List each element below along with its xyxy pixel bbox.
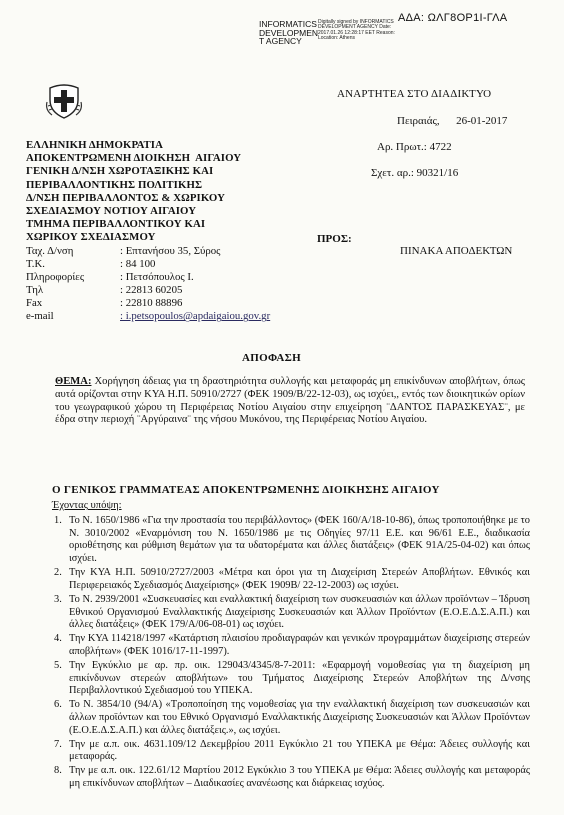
contact-row bbox=[26, 245, 270, 258]
list-item bbox=[52, 765, 530, 790]
contact-row bbox=[26, 297, 270, 310]
list-item bbox=[52, 594, 530, 632]
contact-value: : 22810 88896 bbox=[120, 297, 183, 310]
org-line: ΤΜΗΜΑ ΠΕΡΙΒΑΛΛΟΝΤΙΚΟΥ ΚΑΙ bbox=[26, 218, 206, 231]
org-line: ΕΛΛΗΝΙΚΗ ΔΗΜΟΚΡΑΤΙΑ bbox=[26, 139, 163, 151]
item-text: Το Ν. 2939/2001 «Συσκευασίες και εναλλακτική διαχείριση των συσκευασιών και άλλων προϊόντων – Ίδρυση Εθνικού Οργανισμού Εναλλακτικής Διαχείρισης Συσκευασιών και Άλλων Προϊόντων (Ε.Ο.Ε.Δ.Σ.Α.Π.) και άλλες διατάξεις» (ΦΕΚ 179/Α/06-08-01) ως ισχύει. bbox=[69, 593, 530, 631]
item-number: 2. bbox=[54, 567, 62, 579]
contact-block bbox=[26, 245, 270, 324]
list-item bbox=[52, 660, 530, 698]
item-number: 8. bbox=[54, 765, 62, 777]
contact-key: Τηλ bbox=[26, 284, 44, 297]
contact-row bbox=[26, 310, 270, 323]
item-number: 6. bbox=[54, 699, 62, 711]
recipients-value: ΠΙΝΑΚΑ ΑΠΟΔΕΚΤΩΝ bbox=[400, 245, 513, 257]
subject-label: ΘΕΜΑ: bbox=[55, 376, 92, 387]
subject-text: Χορήγηση άδειας για τη δραστηριότητα συλλογής και μεταφοράς μη επικίνδυνων αποβλήτων, όπως αυτά ορίζονται στην ΚΥΑ Η.Π. 50910/2727 (ΦΕΚ 1909/Β/22-12-03), ως ισχύει,, εντός των διοικητικών ορίων του γεωγραφικού χώρου τη Περιφέρειας Νοτίου Αιγαίου στην επιχείρηση ¨ΔΑΝΤΟΣ ΠΑΡΑΣΚΕΥΑΣ¨, με έδρα στην περιοχή ¨Αργύραινα¨ της νήσου Μυκόνου, της Περιφέρειας Νοτίου Αιγαίου. bbox=[55, 376, 525, 426]
item-number: 3. bbox=[54, 593, 62, 605]
signature-details: Digitally signed by INFORMATICS DEVELOPMENT AGENCY Date: 2017.01.26 12:28:17 EET Reason: Location: Athens bbox=[318, 19, 395, 42]
document-date: Πειραιάς, 26-01-2017 bbox=[397, 115, 508, 127]
contact-key: Πληροφορίες bbox=[26, 271, 85, 284]
org-line: ΓΕΝΙΚΗ Δ/ΝΣΗ ΧΩΡΟΤΑΞΙΚΗΣ ΚΑΙ bbox=[26, 165, 214, 178]
list-item bbox=[52, 699, 530, 737]
org-line: ΧΩΡΙΚΟΥ ΣΧΕΔΙΑΣΜΟΥ bbox=[26, 231, 156, 244]
item-text: Το Ν. 1650/1986 «Για την προστασία του περιβάλλοντος» (ΦΕΚ 160/Α/18-10-86), όπως τροποποιήθηκε με το Ν. 3010/2002 «Εναρμόνιση του Ν. 1650/1986 με τις Οδηγίες 97/11 Ε.Ε. και 96/61 Ε.Ε., διαδικασία οριοθέτησης και ρύθμιση θεμάτων για τα υδατορέματα και άλλες διατάξεις» (ΦΕΚ 91Α/25-04-02) και όπως ισχύει. bbox=[69, 515, 531, 565]
contact-row bbox=[26, 271, 270, 284]
item-text: Την Εγκύκλιο με αρ. πρ. οικ. 129043/4345/8-7-2011: «Εφαρμογή νομοθεσίας για τη διαχείριση μη επικίνδυνων στερεών αποβλήτων» του Τμήματος Διαχείρισης Στερεών Αποβλήτων της Δ/νσης Περιβαλλοντικού Σχεδιασμού του ΥΠΕΚΑ. bbox=[69, 659, 530, 697]
item-text: Την με α.π. οικ. 4631.109/12 Δεκεμβρίου 2011 Εγκύκλιο 21 του ΥΠΕΚΑ με Θέμα: Άδειες συλλογής και μεταφοράς. bbox=[69, 738, 530, 763]
contact-row bbox=[26, 258, 270, 271]
item-number: 4. bbox=[54, 633, 62, 645]
publish-notice: ΑΝΑΡΤΗΤΕΑ ΣΤΟ ΔΙΑΔΙΚΤΥΟ bbox=[337, 88, 492, 100]
org-line: Δ/ΝΣΗ ΠΕΡΙΒΑΛΛΟΝΤΟΣ & ΧΩΡΙΚΟΥ bbox=[26, 191, 226, 204]
item-number: 5. bbox=[54, 659, 62, 671]
org-line: ΣΧΕΔΙΑΣΜΟΥ ΝΟΤΙΟΥ ΑΙΓΑΙΟΥ bbox=[26, 205, 197, 218]
secretary-heading: Ο ΓΕΝΙΚΟΣ ΓΡΑΜΜΑΤΕΑΣ ΑΠΟΚΕΝΤΡΩΜΕΝΗΣ ΔΙΟΙΚΗΣΗΣ ΑΙΓΑΙΟΥ bbox=[52, 484, 440, 496]
contact-key: Τ.Κ. bbox=[26, 258, 45, 271]
org-line: ΑΠΟΚΕΝΤΡΩΜΕΝΗ ΔΙΟΙΚΗΣΗ ΑΙΓΑΙΟΥ bbox=[26, 152, 242, 165]
protocol-number: Αρ. Πρωτ.: 4722 bbox=[377, 141, 452, 153]
item-text: Το Ν. 3854/10 (94/Α) «Τροποποίηση της νομοθεσίας για την εναλλακτική διαχείριση των συσκευασιών και άλλων προϊόντων και του Εθνικό Οργανισμό Εναλλακτικής Διαχείρισης Συσκευασιών και Άλλων Προϊόντων (Ε.Ο.Ε.Δ.Σ.Α.Π.) και άλλες διατάξεις.», ως ισχύει. bbox=[69, 699, 530, 736]
item-text: Την με α.π. οικ. 122.61/12 Μαρτίου 2012 Εγκύκλιο 3 του ΥΠΕΚΑ με Θέμα: Άδειες συλλογής και μεταφοράς μη επικίνδυνων αποβλήτων – Διαδικασίες ανανέωσης και διάρκειας ισχύος. bbox=[69, 765, 530, 790]
item-text: Την ΚΥΑ Η.Π. 50910/2727/2003 «Μέτρα και όροι για τη Διαχείριση Στερεών Αποβλήτων. Εθνικός και Περιφερειακός Σχεδιασμός Διαχείρισης» (ΦΕΚ 1909Β/ 22-12-2003) ως ισχύει. bbox=[69, 567, 530, 591]
contact-key: Ταχ. Δ/νση bbox=[26, 245, 74, 257]
item-number: 1. bbox=[54, 515, 62, 526]
list-item bbox=[52, 567, 530, 592]
contact-value: : Πετσόπουλος Ι. bbox=[120, 271, 194, 284]
greek-emblem-icon bbox=[44, 80, 84, 120]
ada-code: ΑΔΑ: ΩΛΓ8ΟΡ1Ι-ΓΛΑ bbox=[398, 12, 508, 24]
considerations-list bbox=[52, 515, 530, 792]
org-line: ΠΕΡΙΒΑΛΛΟΝΤΙΚΗΣ ΠΟΛΙΤΙΚΗΣ bbox=[26, 178, 203, 191]
considering-label: Έχοντας υπόψη: bbox=[52, 500, 122, 511]
contact-key: Fax bbox=[26, 297, 43, 310]
item-text: Την ΚΥΑ 114218/1997 «Κατάρτιση πλαισίου προδιαγραφών και γενικών προγραμμάτων διαχείρισης στερεών αποβλήτων» (ΦΕΚ 1016/17-11-1997). bbox=[69, 633, 530, 657]
list-item bbox=[52, 633, 530, 658]
organization-block bbox=[26, 139, 286, 245]
recipients-label: ΠΡΟΣ: bbox=[317, 233, 352, 245]
signature-signer: INFORMATICS DEVELOPMEN T AGENCY bbox=[259, 19, 319, 46]
contact-row bbox=[26, 284, 270, 297]
related-number: Σχετ. αρ.: 90321/16 bbox=[371, 167, 459, 179]
contact-key: e-mail bbox=[26, 310, 54, 323]
document-title: ΑΠΟΦΑΣΗ bbox=[242, 352, 302, 364]
contact-value: : 84 100 bbox=[120, 258, 156, 271]
item-number: 7. bbox=[54, 738, 62, 750]
subject-paragraph bbox=[55, 376, 525, 427]
list-item bbox=[52, 739, 530, 764]
list-item bbox=[52, 515, 530, 566]
contact-value: : 22813 60205 bbox=[120, 284, 183, 297]
email-link[interactable]: : i.petsopoulos@apdaigaiou.gov.gr bbox=[120, 310, 271, 323]
contact-value: : Επτανήσου 35, Σύρος bbox=[120, 245, 221, 257]
